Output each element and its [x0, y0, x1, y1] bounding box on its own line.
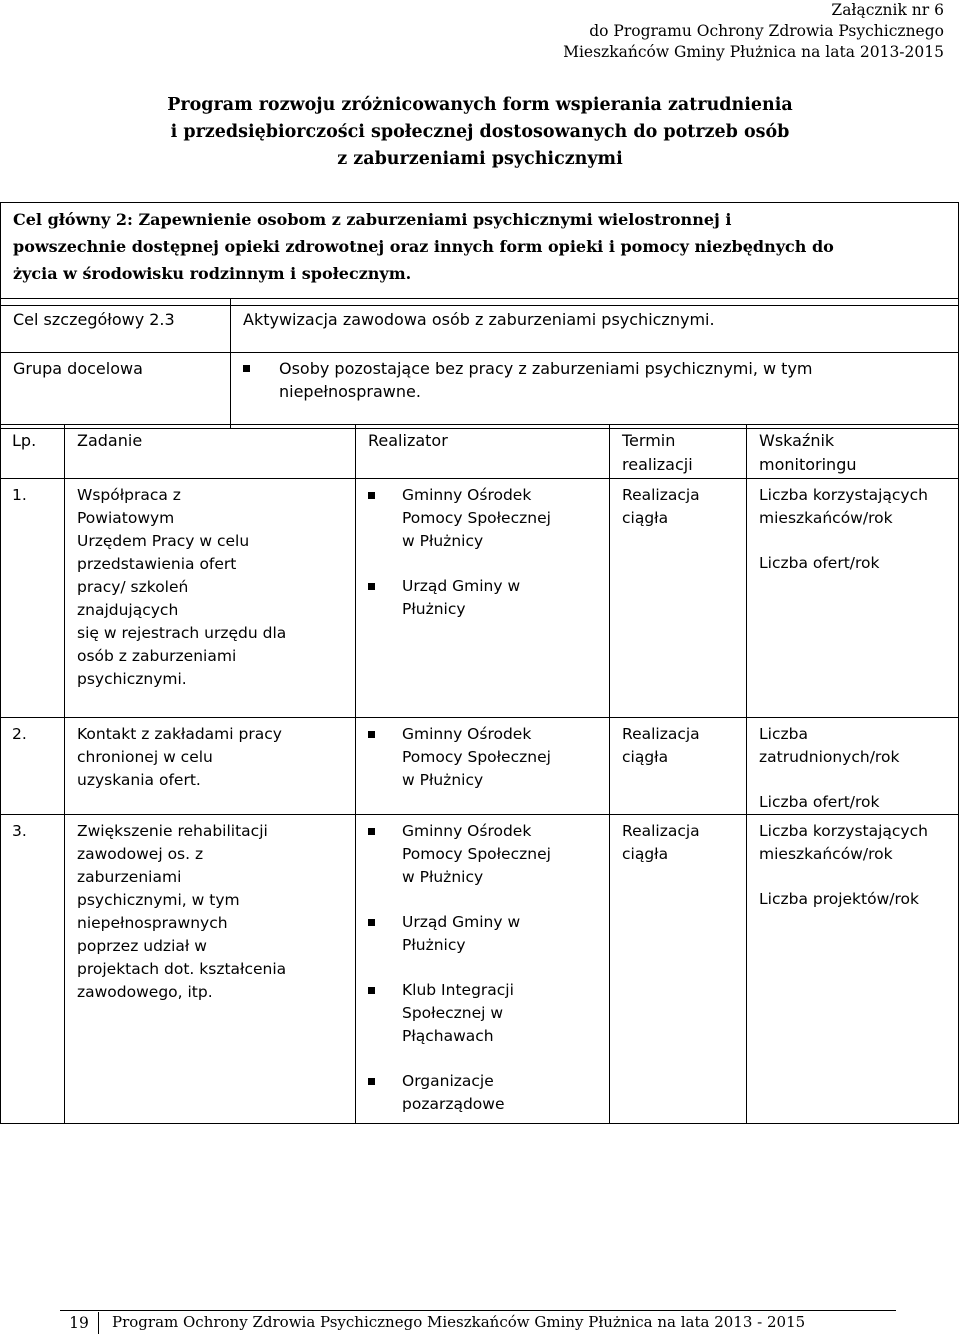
goal-group-table	[0, 298, 959, 429]
header-task: Zadanie	[65, 425, 356, 479]
attachment-scope: Mieszkańców Gminy Płużnica na lata 2013-2015	[563, 43, 944, 61]
attachment-program: do Programu Ochrony Zdrowia Psychicznego	[589, 22, 944, 40]
document-title	[0, 92, 960, 173]
row-indicators	[747, 718, 959, 815]
row-lp: 1.	[1, 479, 65, 718]
row-implementers	[356, 815, 610, 1124]
row-task: Współpraca z Powiatowym Urzędem Pracy w celu przedstawienia ofert pracy/ szkoleń znajdujących się w rejestrach urzędu dla osób z zaburzeniami psychicznymi.	[65, 479, 356, 718]
implementer-item: Organizacje pozarządowe	[368, 1070, 605, 1116]
main-goal-line: powszechnie dostępnej opieki zdrowotnej oraz innych form opieki i pomocy niezbędnych do	[13, 237, 834, 256]
tasks-table	[0, 424, 959, 1124]
row-deadline: Realizacja ciągła	[610, 718, 747, 815]
row-task: Kontakt z zakładami pracy chronionej w celu uzyskania ofert.	[65, 718, 356, 815]
row-indicators	[747, 479, 959, 718]
bullet-square-icon	[368, 987, 375, 994]
indicator-item: Liczba korzystających mieszkańców/rok	[759, 822, 928, 863]
indicator-item: Liczba korzystających mieszkańców/rok	[759, 486, 928, 527]
header-indicator: Wskaźnik monitoringu	[747, 425, 959, 479]
main-goal-line: Cel główny 2: Zapewnienie osobom z zaburzeniami psychicznymi wielostronnej i	[13, 210, 732, 229]
main-goal-cell	[1, 203, 959, 306]
row-indicators	[747, 815, 959, 1124]
page-number: 19	[60, 1312, 99, 1334]
implementer-item: Gminny Ośrodek Pomocy Społecznej w Płużnicy	[368, 484, 605, 553]
implementer-item: Urząd Gminy w Płużnicy	[368, 911, 605, 957]
bullet-square-icon	[368, 1078, 375, 1085]
row-implementers	[356, 718, 610, 815]
table-row	[1, 479, 959, 718]
bullet-square-icon	[368, 492, 375, 499]
title-line: z zaburzeniami psychicznymi	[337, 149, 623, 169]
bullet-square-icon	[368, 731, 375, 738]
target-group-bullet: Osoby pozostające bez pracy z zaburzeniami psychicznymi, w tym niepełnosprawne.	[243, 357, 950, 403]
row-deadline: Realizacja ciągła	[610, 479, 747, 718]
target-group-value	[231, 353, 959, 429]
row-deadline: Realizacja ciągła	[610, 815, 747, 1124]
indicator-item: Liczba ofert/rok	[759, 793, 880, 811]
title-line: Program rozwoju zróżnicowanych form wspierania zatrudnienia	[167, 95, 793, 115]
bullet-square-icon	[368, 583, 375, 590]
implementer-item: Urząd Gminy w Płużnicy	[368, 575, 605, 621]
row-lp: 2.	[1, 718, 65, 815]
attachment-header	[563, 0, 944, 63]
row-task: Zwiększenie rehabilitacji zawodowej os. z zaburzeniami psychicznymi, w tym niepełnosprawnych poprzez udział w projektach dot. kształcenia zawodowego, itp.	[65, 815, 356, 1124]
implementer-item: Gminny Ośrodek Pomocy Społecznej w Płużnicy	[368, 723, 605, 792]
bullet-square-icon	[243, 365, 250, 372]
title-line: i przedsiębiorczości społecznej dostosowanych do potrzeb osób	[170, 122, 790, 142]
target-group-label: Grupa docelowa	[1, 353, 231, 429]
implementer-item: Gminny Ośrodek Pomocy Społecznej w Płużnicy	[368, 820, 605, 889]
header-lp: Lp.	[1, 425, 65, 479]
bullet-square-icon	[368, 828, 375, 835]
main-goal-box	[0, 202, 959, 306]
bullet-square-icon	[368, 919, 375, 926]
main-goal-line: życia w środowisku rodzinnym i społecznym.	[13, 264, 412, 283]
attachment-number: Załącznik nr 6	[831, 1, 944, 19]
indicator-item: Liczba zatrudnionych/rok	[759, 725, 900, 766]
table-row	[1, 718, 959, 815]
header-implementer: Realizator	[356, 425, 610, 479]
tasks-table-header	[1, 425, 959, 479]
footer-rule	[60, 1310, 896, 1311]
specific-goal-value: Aktywizacja zawodowa osób z zaburzeniami psychicznymi.	[231, 299, 959, 353]
row-implementers	[356, 479, 610, 718]
row-lp: 3.	[1, 815, 65, 1124]
table-row	[1, 815, 959, 1124]
indicator-item: Liczba projektów/rok	[759, 890, 919, 908]
indicator-item: Liczba ofert/rok	[759, 554, 880, 572]
header-deadline: Termin realizacji	[610, 425, 747, 479]
specific-goal-label: Cel szczegółowy 2.3	[1, 299, 231, 353]
footer-text: Program Ochrony Zdrowia Psychicznego Mieszkańców Gminy Płużnica na lata 2013 - 2015	[112, 1313, 806, 1331]
implementer-item: Klub Integracji Społecznej w Płąchawach	[368, 979, 605, 1048]
